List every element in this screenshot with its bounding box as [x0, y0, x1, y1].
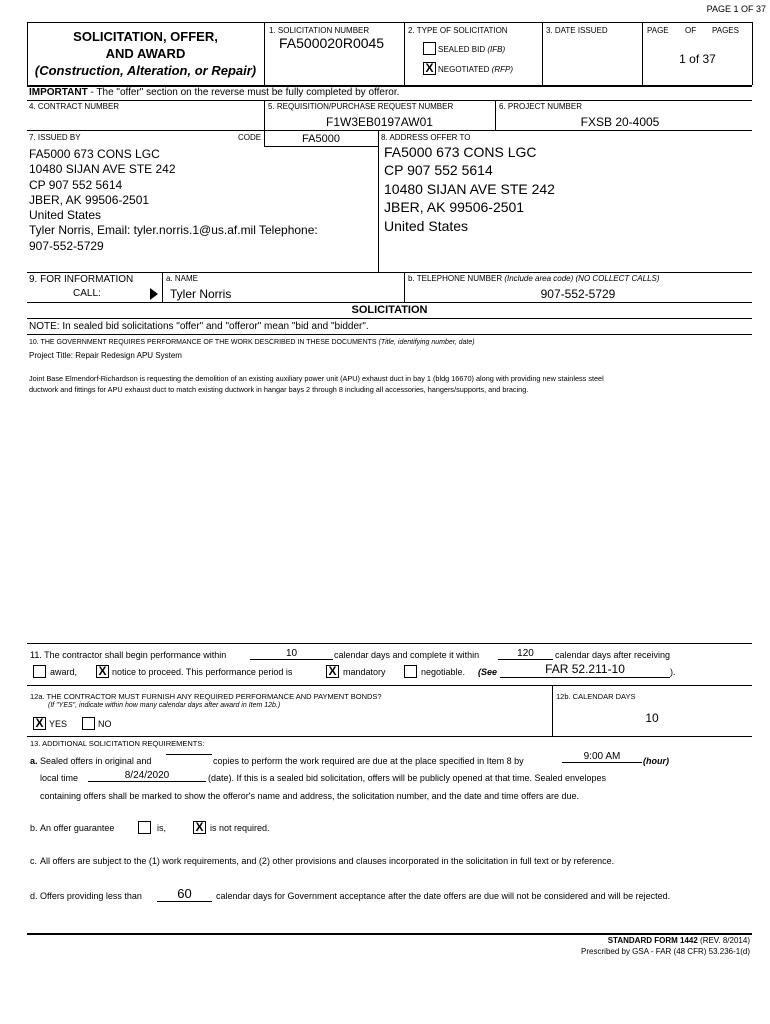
box9-label-line2: CALL: — [73, 288, 101, 299]
item-d-letter: d. — [30, 891, 38, 901]
item-b-text: An offer guarantee — [40, 823, 115, 833]
form-footer — [581, 936, 750, 956]
issued-by-line: JBER, AK 99506-2501 — [29, 192, 150, 207]
sealed-bid-label — [438, 45, 505, 54]
negotiable-label: negotiable. — [421, 667, 466, 677]
box10-label-note: (Title, identifying number, date) — [378, 339, 475, 346]
due-date-field[interactable]: 8/24/2020 — [88, 770, 206, 782]
solicitation-header-bottom — [27, 318, 752, 319]
begin-days-field[interactable]: 10 — [250, 648, 333, 660]
item-a-text5: containing offers shall be marked to show the offeror's name and address, the solicitation number, and the date and time offers are due. — [40, 791, 580, 801]
box10-bottom-border — [27, 643, 752, 644]
item-d-text2: calendar days for Government acceptance after the date offers are due will not be considered and will be rejected. — [216, 891, 671, 901]
box11-text3: calendar days after receiving — [555, 650, 671, 660]
notice-label: notice to proceed. This performance period is — [112, 667, 293, 677]
box4-label: 4. CONTRACT NUMBER — [29, 102, 120, 111]
mandatory-label: mandatory — [343, 667, 386, 677]
hour-label: (hour) — [643, 756, 669, 766]
mandatory-checkbox[interactable]: X — [326, 665, 339, 678]
contact-phone[interactable]: 907-552-5729 — [540, 287, 616, 301]
page-count: 1 of 37 — [679, 52, 716, 66]
form-top-border — [27, 22, 752, 23]
code-label: CODE — [238, 133, 262, 142]
guarantee-is-checkbox[interactable] — [138, 821, 151, 834]
box2-right-border — [542, 22, 543, 85]
box9a-label: a. NAME — [166, 274, 199, 283]
form-rev: (REV. 8/2014) — [700, 936, 750, 945]
guarantee-not-checkbox[interactable]: X — [193, 821, 206, 834]
box12-bottom-border — [27, 736, 752, 737]
issued-by-address[interactable] — [29, 147, 318, 254]
form-title-line2: AND AWARD — [105, 46, 186, 61]
issued-by-line: CP 907 552 5614 — [29, 177, 123, 192]
box6-label: 6. PROJECT NUMBER — [499, 102, 582, 111]
sealed-bid-abbr: (IFB) — [487, 45, 506, 54]
issued-by-code[interactable]: FA5000 — [302, 133, 340, 145]
box9-label-right-border — [162, 272, 163, 302]
page-indicator: PAGE 1 OF 37 — [706, 4, 766, 14]
item-c-letter: c. — [30, 856, 38, 866]
issued-by-line: FA5000 673 CONS LGC — [29, 147, 160, 161]
project-number[interactable]: FXSB 20-4005 — [580, 115, 660, 129]
notice-checkbox[interactable]: X — [96, 665, 109, 678]
box1-right-border — [404, 22, 405, 85]
guarantee-is-label: is, — [157, 823, 166, 833]
box3-label: 3. DATE ISSUED — [546, 26, 608, 35]
box10-label — [29, 339, 475, 346]
acceptance-days-field[interactable]: 60 — [157, 886, 212, 902]
negotiated-checkbox[interactable]: X — [423, 62, 436, 75]
address-offer-to[interactable] — [384, 143, 555, 235]
negotiable-checkbox[interactable] — [404, 665, 417, 678]
project-description — [29, 373, 604, 395]
guarantee-not-label: is not required. — [210, 823, 270, 833]
bonds-no-label: NO — [98, 719, 112, 729]
box13-label: 13. ADDITIONAL SOLICITATION REQUIREMENTS: — [30, 739, 205, 748]
box12a-label: 12a. THE CONTRACTOR MUST FURNISH ANY REQUIRED PERFORMANCE AND PAYMENT BONDS? — [30, 692, 382, 701]
sealed-bid-note: NOTE: In sealed bid solicitations "offer" and "offeror" mean "bid and "bidder". — [29, 321, 369, 332]
address-offer-line: JBER, AK 99506-2501 — [384, 199, 525, 216]
project-title: Project Title: Repair Redesign APU System — [29, 351, 182, 360]
due-time-field[interactable]: 9:00 AM — [562, 751, 642, 763]
item-c-text: All offers are subject to the (1) work requirements, and (2) other provisions and clauses incorporated in the solicitation in full text or by reference. — [40, 856, 615, 866]
negotiated-label — [438, 65, 513, 74]
form-name: STANDARD FORM 1442 — [607, 936, 698, 945]
requisition-number[interactable]: F1W3EB0197AW01 — [326, 115, 433, 129]
item-a-text4: (date). If this is a sealed bid solicitation, offers will be publicly opened at that time. Sealed envelopes — [208, 773, 607, 783]
issued-by-line: 907-552-5729 — [29, 238, 104, 253]
address-offer-line: United States — [384, 217, 469, 234]
arrow-right-icon — [150, 288, 158, 300]
box8-label: 8. ADDRESS OFFER TO — [381, 133, 471, 142]
copies-field[interactable] — [166, 754, 212, 755]
award-checkbox[interactable] — [33, 665, 46, 678]
solicitation-number[interactable]: FA500020R0045 — [279, 35, 385, 51]
box11-text1: 11. The contractor shall begin performance within — [30, 650, 227, 660]
box9-label-line1: 9. FOR INFORMATION — [29, 274, 134, 285]
box2-label: 2. TYPE OF SOLICITATION — [408, 26, 508, 35]
address-offer-line: 10480 SIJAN AVE STE 242 — [384, 180, 555, 197]
project-description-line: ductwork and fittings for APU exhaust duct to match existing ductwork in hangar bays 2 through 8 including all accessories, hangers/supports, and bracing. — [29, 385, 529, 394]
item-b-letter: b. — [30, 823, 38, 833]
form-title — [27, 28, 264, 79]
negotiated-text: NEGOTIATED — [438, 65, 490, 74]
pages-label: PAGES — [712, 26, 739, 35]
address-offer-line: CP 907 552 5614 — [384, 162, 493, 179]
box9b-label — [408, 274, 660, 283]
row9-bottom-border — [27, 302, 752, 303]
box11-bottom-border — [27, 685, 752, 686]
bonds-yes-label: YES — [49, 719, 68, 729]
bonds-yes-checkbox[interactable]: X — [33, 717, 46, 730]
box10-label-text: 10. THE GOVERNMENT REQUIRES PERFORMANCE OF THE WORK DESCRIBED IN THESE DOCUMENTS — [29, 339, 377, 346]
sealed-bid-checkbox[interactable] — [423, 42, 436, 55]
address-offer-line: FA5000 673 CONS LGC — [384, 144, 537, 160]
box9b-label-note: (Include area code) (NO COLLECT CALLS) — [504, 274, 660, 283]
box7-label: 7. ISSUED BY — [29, 133, 81, 142]
box11-text2: calendar days and complete it within — [334, 650, 480, 660]
note-bottom-border — [27, 334, 752, 335]
important-notice — [29, 87, 399, 98]
important-text: - The "offer" section on the reverse must be fully completed by offeror. — [87, 87, 400, 98]
issued-by-line: 10480 SIJAN AVE STE 242 — [29, 162, 176, 177]
prescribed-text: Prescribed by GSA - FAR (48 CFR) 53.236-1(d) — [581, 947, 750, 956]
box12b-label: 12b. CALENDAR DAYS — [556, 692, 636, 701]
issued-by-line: Tyler Norris, Email: tyler.norris.1@us.af.mil Telephone: — [29, 223, 318, 238]
item-a-letter: a. — [30, 756, 38, 766]
title-right-border — [264, 22, 265, 85]
item-d-text1: Offers providing less than — [40, 891, 142, 901]
box9b-label-text: b. TELEPHONE NUMBER — [408, 274, 503, 283]
box7-right-border — [378, 130, 379, 272]
box12a-note: (If "YES", indicate within how many calendar days after award in Item 12b.) — [48, 702, 281, 709]
award-label: award, — [50, 667, 78, 677]
row456-bottom-border — [27, 130, 752, 131]
calendar-days-value[interactable]: 10 — [645, 711, 659, 725]
box1-label: 1. SOLICITATION NUMBER — [269, 26, 370, 35]
important-bottom-border — [27, 100, 752, 101]
negotiated-abbr: (RFP) — [491, 65, 513, 74]
project-description-line: Joint Base Elmendorf-Richardson is requesting the demolition of an existing auxiliary power unit (APU) exhaust duct in bay 1 (bldg 16670) along with providing new stainless steel — [29, 374, 604, 383]
page-label: PAGE — [647, 26, 669, 35]
solicitation-header: SOLICITATION — [351, 304, 428, 316]
form-title-line1: SOLICITATION, OFFER, — [73, 29, 218, 44]
form-bottom-border — [27, 933, 752, 935]
issued-by-line: United States — [29, 208, 102, 223]
row78-bottom-border — [27, 272, 752, 273]
see-label: (See — [478, 667, 498, 677]
item-a-text3: local time — [40, 773, 79, 783]
important-bold: IMPORTANT — [29, 87, 88, 98]
of-label: OF — [685, 26, 697, 35]
see-reference-field[interactable]: FAR 52.211-10 — [500, 661, 670, 678]
form-title-line3: (Construction, Alteration, or Repair) — [34, 63, 257, 78]
complete-days-field[interactable]: 120 — [498, 648, 553, 660]
bonds-no-checkbox[interactable] — [82, 717, 95, 730]
item-a-text2: copies to perform the work required are due at the place specified in Item 8 by — [213, 756, 524, 766]
contact-name[interactable]: Tyler Norris — [170, 287, 232, 301]
box5-label: 5. REQUISITION/PURCHASE REQUEST NUMBER — [268, 102, 454, 111]
see-close: ). — [670, 667, 676, 677]
page-right-border — [752, 22, 753, 85]
item-a-text1: Sealed offers in original and — [40, 756, 152, 766]
sealed-bid-text: SEALED BID — [438, 45, 486, 54]
